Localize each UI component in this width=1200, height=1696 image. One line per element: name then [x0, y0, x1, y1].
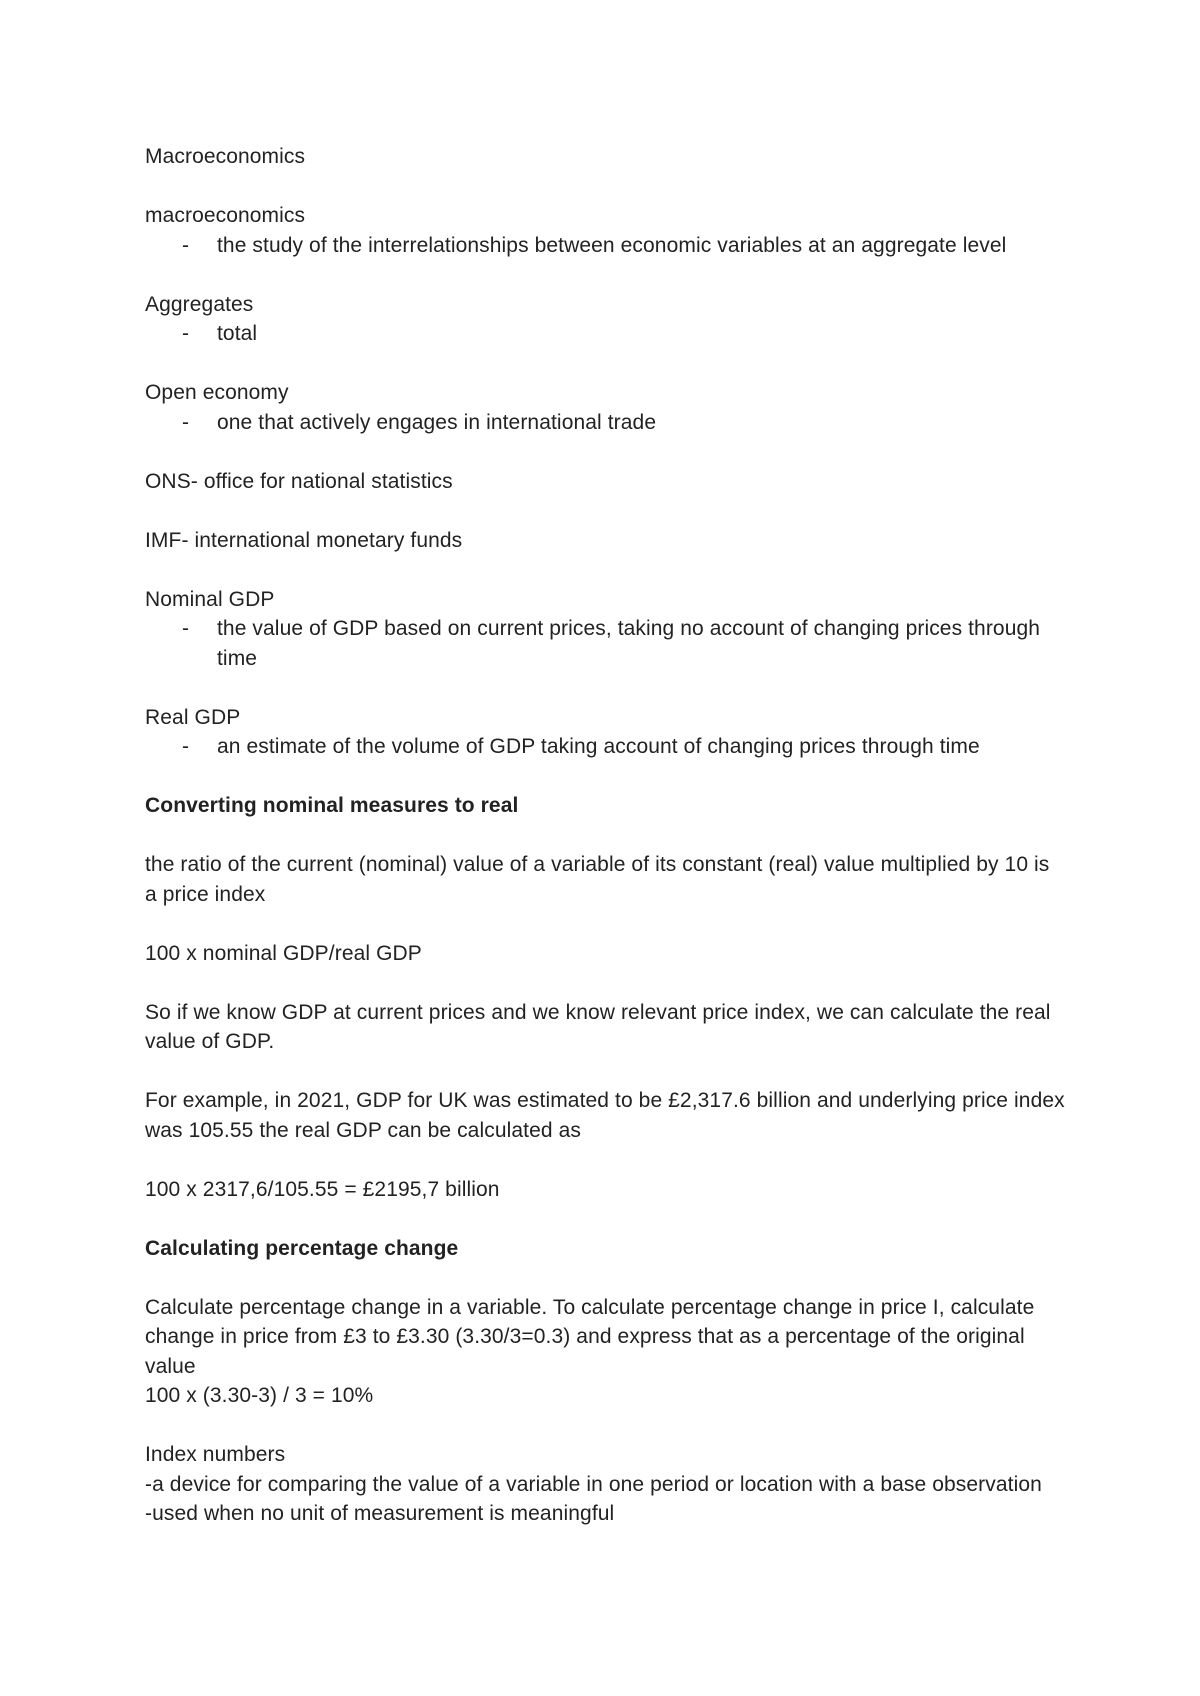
bullet-dash: -: [182, 233, 190, 257]
definition-bullet: [145, 231, 1065, 261]
bullet-dash: -: [182, 322, 190, 345]
term-macroeconomics: macroeconomics: [145, 204, 306, 227]
definition-real-gdp: an estimate of the volume of GDP taking account of changing prices through time: [217, 735, 980, 758]
definition-bullet: [145, 732, 1065, 762]
term-index-numbers: Index numbers: [145, 1443, 286, 1466]
spacer: [145, 1411, 1065, 1441]
spacer: [145, 1263, 1065, 1293]
ons-line: ONS- office for national statistics: [145, 469, 453, 493]
index-line-1: -a device for comparing the value of a variable in one period or location with a base observation: [145, 1472, 1042, 1496]
paragraph-example: For example, in 2021, GDP for UK was estimated to be £2,317.6 billion and underlying price index was 105.55 the real GDP can be calculated as: [145, 1089, 1065, 1142]
spacer: [145, 1204, 1065, 1234]
spacer: [145, 349, 1065, 379]
formula-real-gdp: 100 x 2317,6/105.55 = £2195,7 billion: [145, 1177, 500, 1201]
paragraph-ratio: the ratio of the current (nominal) value of a variable of its constant (real) value multiplied by 10 is a price index: [145, 853, 1050, 906]
spacer: [145, 909, 1065, 939]
index-line-2: -used when no unit of measurement is meaningful: [145, 1502, 615, 1525]
bullet-dash: -: [182, 410, 190, 434]
spacer: [145, 555, 1065, 585]
paragraph-so-if: So if we know GDP at current prices and we know relevant price index, we can calculate the real value of GDP.: [145, 1000, 1051, 1053]
imf-line: IMF- international monetary funds: [145, 528, 463, 552]
term-open-economy: Open economy: [145, 381, 289, 404]
definition-nominal-gdp: the value of GDP based on current prices, taking no account of changing prices through time: [217, 617, 1041, 670]
spacer: [145, 437, 1065, 467]
spacer: [145, 260, 1065, 290]
term-nominal-gdp: Nominal GDP: [145, 587, 275, 611]
term-aggregates: Aggregates: [145, 292, 254, 316]
formula-price-index: 100 x nominal GDP/real GDP: [145, 941, 422, 965]
spacer: [145, 762, 1065, 792]
bullet-dash: -: [182, 735, 190, 758]
definition-macroeconomics: the study of the interrelationships between economic variables at an aggregate level: [217, 233, 1007, 257]
formula-percentage: 100 x (3.30-3) / 3 = 10%: [145, 1384, 374, 1407]
heading-percentage: Calculating percentage change: [145, 1236, 459, 1260]
spacer: [145, 821, 1065, 851]
heading-converting: Converting nominal measures to real: [145, 794, 519, 817]
definition-aggregates: total: [217, 322, 258, 345]
definition-bullet: [145, 319, 1065, 349]
definition-bullet: [145, 408, 1065, 438]
spacer: [145, 968, 1065, 998]
spacer: [145, 673, 1065, 703]
document-page: [145, 142, 1065, 1529]
paragraph-percentage: Calculate percentage change in a variable. To calculate percentage change in price I, calculate change in price from £3 to £3.30 (3.30/3=0.3) and express that as a percentage of the original value: [145, 1295, 1035, 1378]
spacer: [145, 172, 1065, 202]
spacer: [145, 1057, 1065, 1087]
document-title: Macroeconomics: [145, 145, 306, 168]
definition-open-economy: one that actively engages in international trade: [217, 410, 657, 434]
definition-bullet: [145, 614, 1065, 673]
bullet-dash: -: [182, 617, 190, 640]
term-real-gdp: Real GDP: [145, 705, 241, 729]
spacer: [145, 1145, 1065, 1175]
spacer: [145, 496, 1065, 526]
